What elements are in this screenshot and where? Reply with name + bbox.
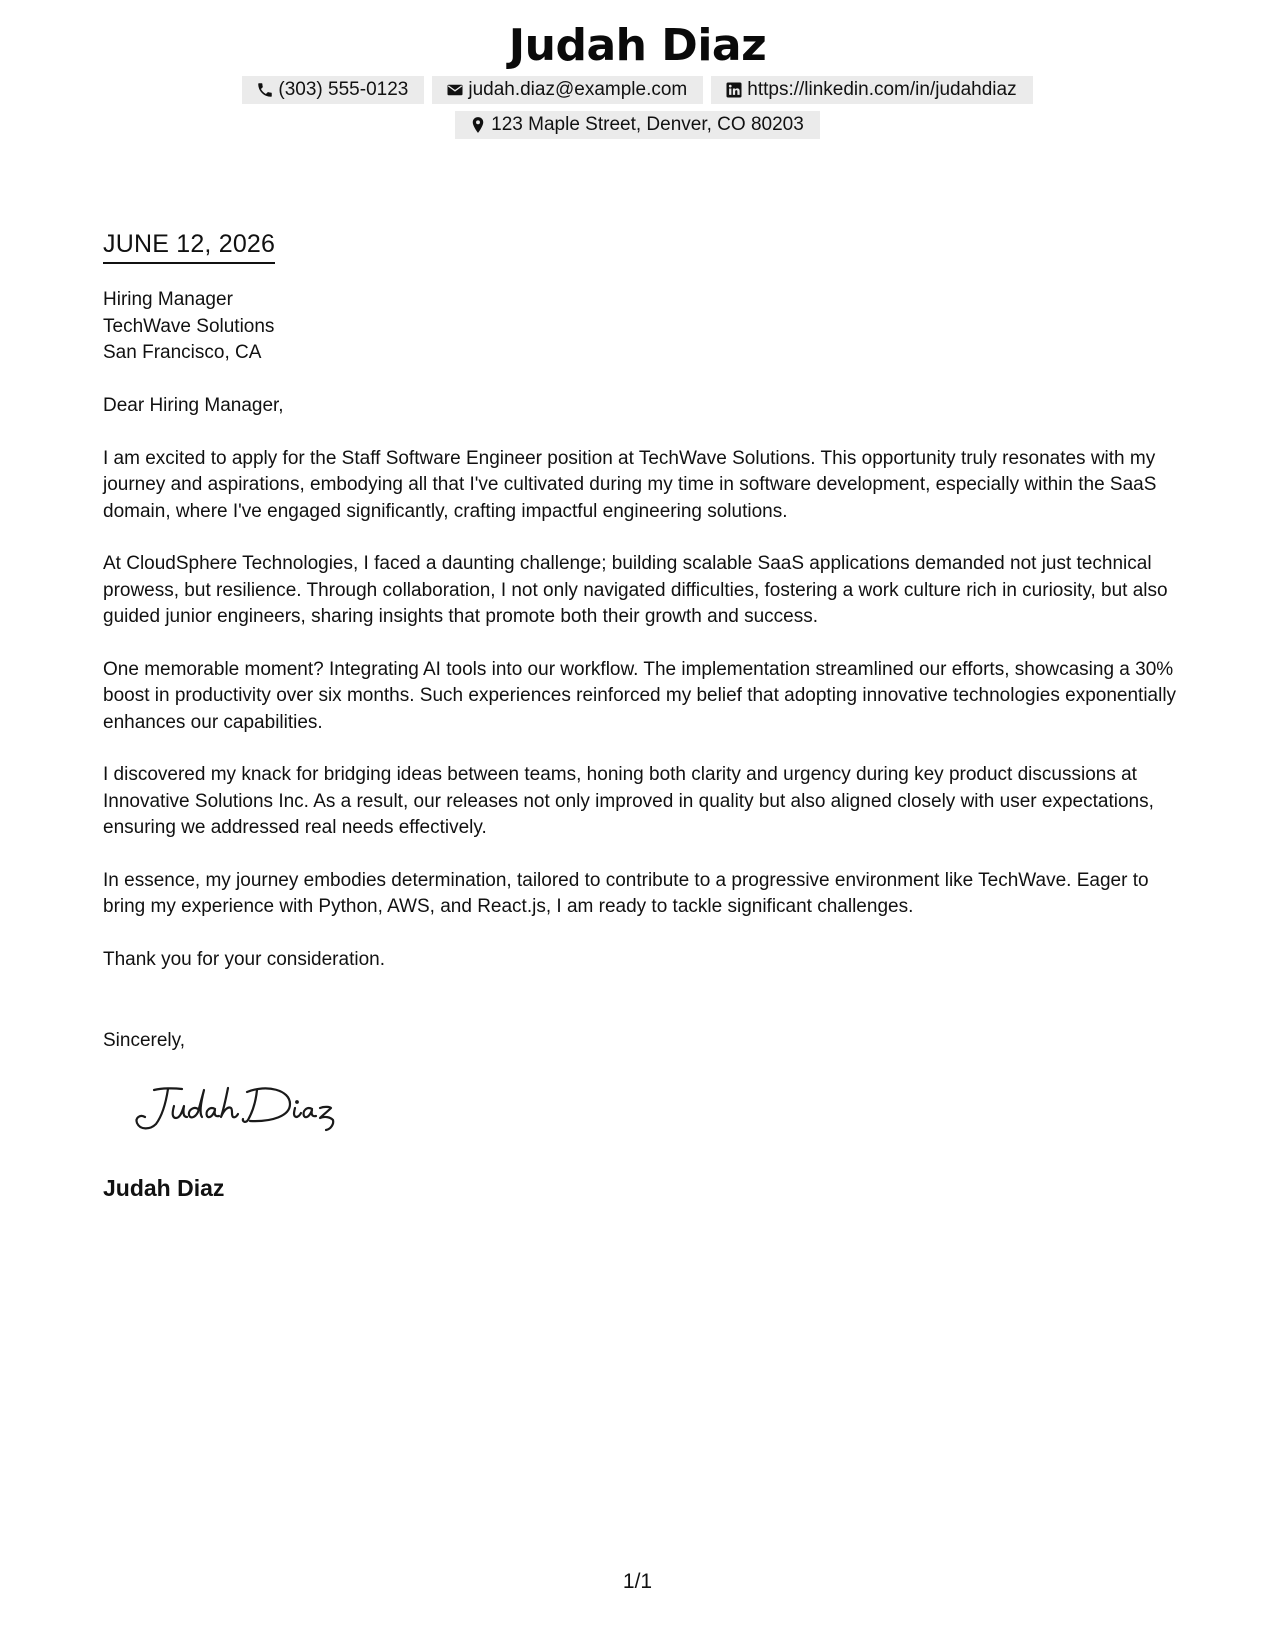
phone-contact[interactable] <box>242 76 424 104</box>
closing: Sincerely, <box>103 1030 186 1051</box>
contact-row-primary <box>0 76 1275 104</box>
phone-text: (303) 555-0123 <box>278 79 409 100</box>
recipient-company: TechWave Solutions <box>103 315 275 337</box>
envelope-icon <box>446 81 464 99</box>
letter-header <box>0 18 1275 139</box>
body-paragraph: I am excited to apply for the Staff Software Engineer position at TechWave Solutions. This opportunity truly resonates with my journey and aspirations, embodying all that I've cultivated during my time in software development, especially within the SaaS domain, where I've engaged significantly, crafting impactful engineering solutions. <box>103 447 1157 522</box>
letter-body <box>103 393 1183 999</box>
thank-you-line: Thank you for your consideration. <box>103 948 385 970</box>
signer-name: Judah Diaz <box>103 1175 225 1201</box>
applicant-name: Judah Diaz <box>508 20 767 71</box>
recipient-title: Hiring Manager <box>103 289 233 310</box>
body-paragraph: I discovered my knack for bridging ideas between teams, honing both clarity and urgency during key product discussions at Innovative Solutions Inc. As a result, our releases not only improved in quality but also aligned closely with user expectations, ensuring we addressed real needs effectively. <box>103 764 1154 838</box>
recipient-location: San Francisco, CA <box>103 342 262 363</box>
body-paragraph: At CloudSphere Technologies, I faced a daunting challenge; building scalable SaaS applications demanded not just technical prowess, but resilience. Through collaboration, I not only navigated difficulties, fostering a work culture rich in curiosity, but also guided junior engineers, sharing insights that promote both their growth and success. <box>103 553 1168 627</box>
salutation: Dear Hiring Manager, <box>103 395 284 416</box>
address-contact <box>455 111 820 139</box>
linkedin-icon <box>725 81 743 99</box>
body-paragraph: One memorable moment? Integrating AI tools into our workflow. The implementation streamlined our efforts, showcasing a 30% boost in productivity over six months. Such experiences reinforced my belief that adopting innovative technologies exponentially enhances our capabilities. <box>103 658 1177 733</box>
recipient-block <box>103 287 274 367</box>
handwritten-signature <box>132 1080 342 1140</box>
email-text: judah.diaz@example.com <box>468 79 688 100</box>
linkedin-contact[interactable] <box>711 76 1032 104</box>
page-number: 1/1 <box>622 1570 653 1593</box>
map-marker-icon <box>469 116 487 134</box>
linkedin-text: https://linkedin.com/in/judahdiaz <box>747 79 1017 100</box>
contact-row-address <box>0 111 1275 139</box>
letter-date: JUNE 12, 2026 <box>103 228 275 264</box>
email-contact[interactable] <box>432 76 703 104</box>
address-text: 123 Maple Street, Denver, CO 80203 <box>491 114 804 135</box>
phone-icon <box>256 81 274 99</box>
body-paragraph: In essence, my journey embodies determination, tailored to contribute to a progressive environment like TechWave. Eager to bring my experience with Python, AWS, and React.js, I am ready to tackle significant challenges. <box>103 869 1149 917</box>
